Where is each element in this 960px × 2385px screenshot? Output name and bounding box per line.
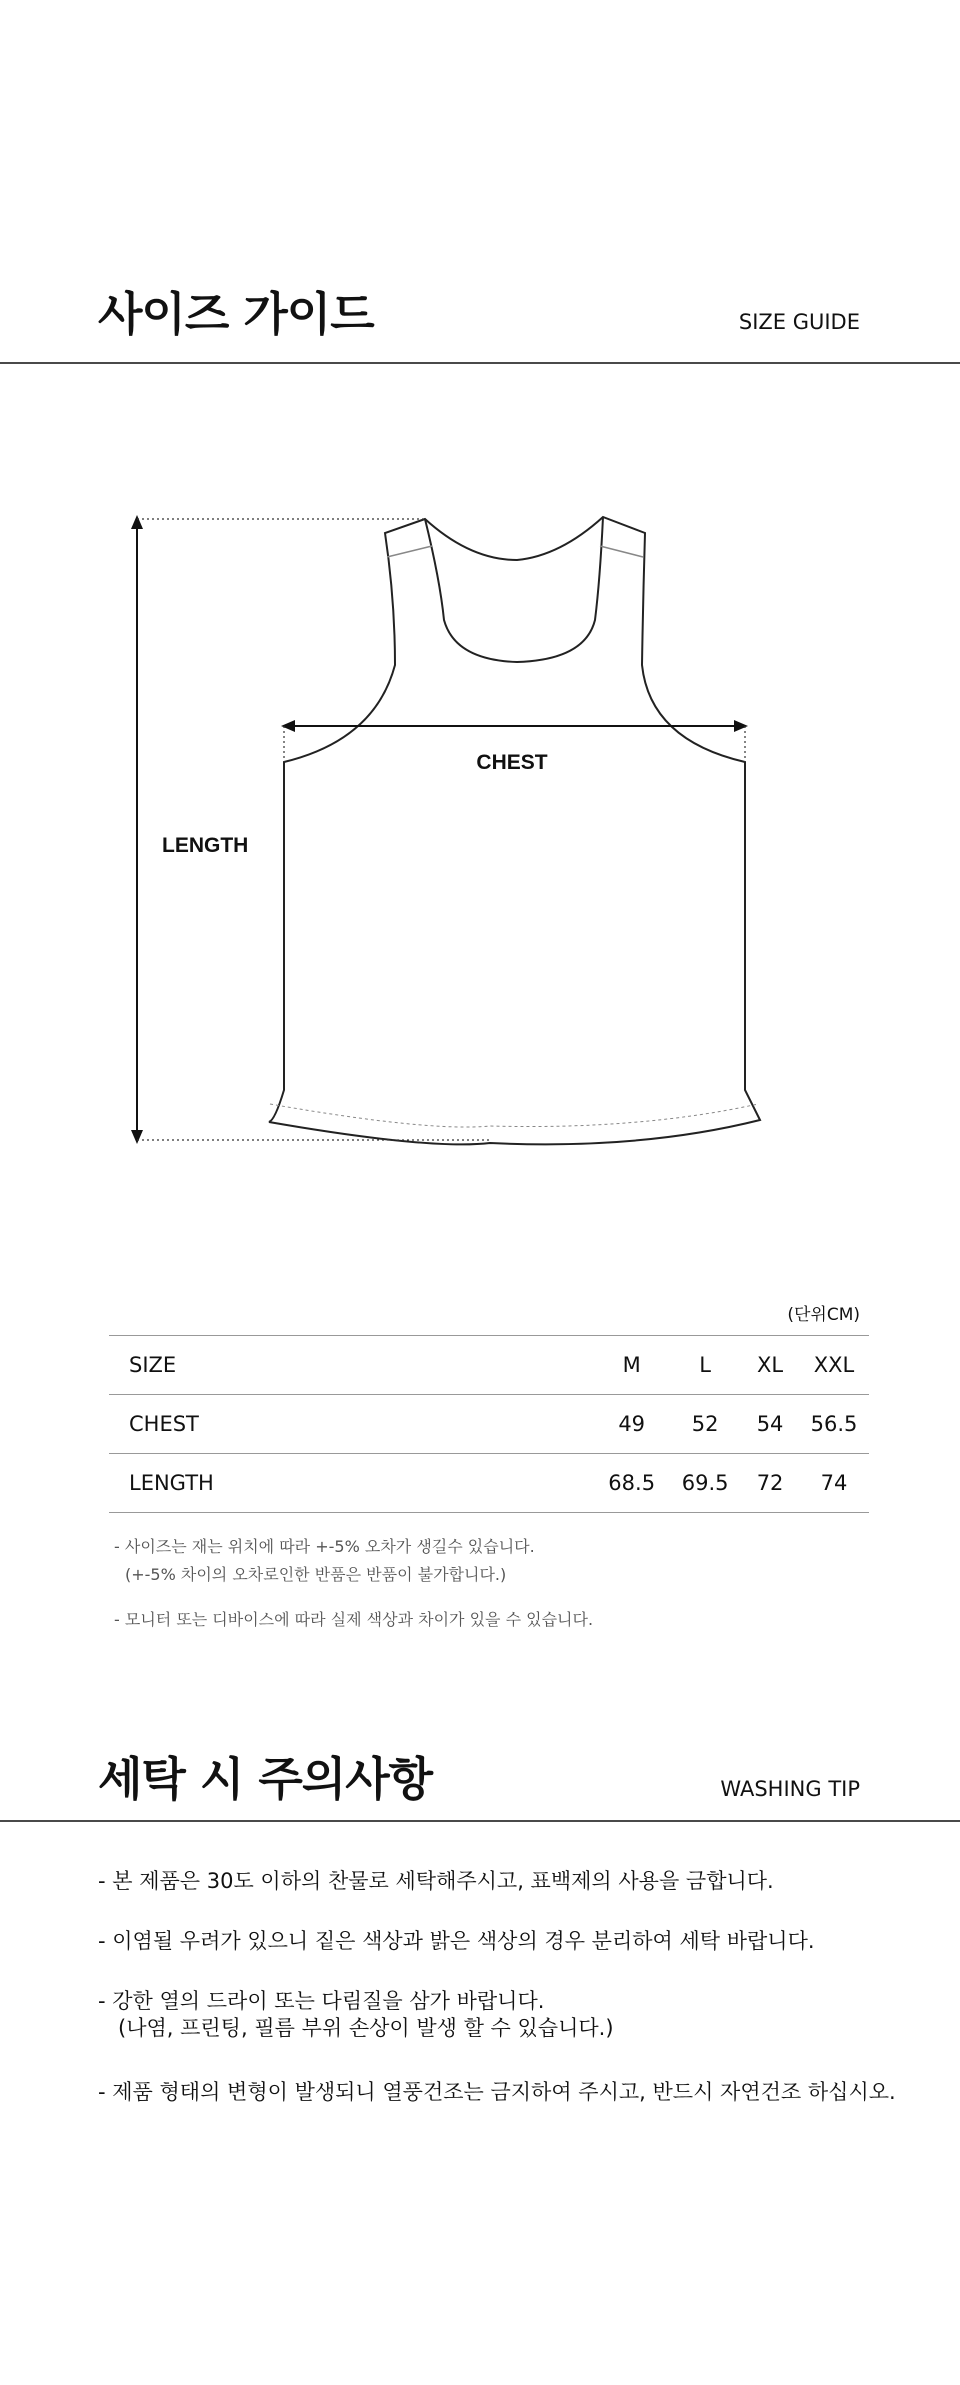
- table-cell: CHEST: [109, 1395, 594, 1454]
- table-cell: 72: [741, 1454, 799, 1513]
- washing-divider: [0, 1820, 960, 1822]
- table-header-xxl: XXL: [799, 1336, 869, 1395]
- washing-tip-4: - 제품 형태의 변형이 발생되니 열풍건조는 금지하여 주시고, 반드시 자연건조 하십시오.: [98, 2080, 896, 2104]
- table-header-row: [109, 1336, 869, 1395]
- chest-label: CHEST: [476, 751, 548, 774]
- table-cell: 74: [799, 1454, 869, 1513]
- length-arrow-top-head: [131, 515, 143, 529]
- unit-label: (단위CM): [787, 1305, 860, 1325]
- size-note-1: - 사이즈는 재는 위치에 따라 +-5% 오차가 생길수 있습니다.: [114, 1537, 535, 1556]
- table-header-xl: XL: [741, 1336, 799, 1395]
- table-cell: LENGTH: [109, 1454, 594, 1513]
- chest-arrow-left-head: [281, 720, 295, 732]
- chest-arrow-right-head: [734, 720, 748, 732]
- length-label: LENGTH: [162, 834, 249, 857]
- table-cell: 68.5: [594, 1454, 669, 1513]
- table-row: [109, 1454, 869, 1513]
- table-header-size: SIZE: [109, 1336, 594, 1395]
- table-cell: 56.5: [799, 1395, 869, 1454]
- table-cell: 54: [741, 1395, 799, 1454]
- washing-tip-3-detail: (나염, 프린팅, 필름 부위 손상이 발생 할 수 있습니다.): [118, 2016, 614, 2040]
- table-header-l: L: [669, 1336, 741, 1395]
- hem-stitching: [270, 1104, 758, 1127]
- table-cell: 69.5: [669, 1454, 741, 1513]
- size-table: [109, 1335, 869, 1513]
- washing-tip-1: - 본 제품은 30도 이하의 찬물로 세탁해주시고, 표백제의 사용을 금합니다.: [98, 1869, 774, 1893]
- tank-top-outline: [269, 517, 760, 1144]
- tank-top-diagram: [0, 480, 960, 1160]
- length-arrow-bottom-head: [131, 1130, 143, 1144]
- table-cell: 49: [594, 1395, 669, 1454]
- size-guide-title: 사이즈 가이드: [98, 287, 374, 341]
- washing-title-en: WASHING TIP: [720, 1777, 860, 1801]
- size-note-2: (+-5% 차이의 오차로인한 반품은 반품이 불가합니다.): [125, 1565, 507, 1584]
- shoulder-seam-right: [600, 546, 643, 557]
- table-cell: 52: [669, 1395, 741, 1454]
- size-guide-divider: [0, 362, 960, 364]
- size-note-3: - 모니터 또는 디바이스에 따라 실제 색상과 차이가 있을 수 있습니다.: [114, 1610, 594, 1629]
- size-guide-title-en: SIZE GUIDE: [738, 310, 860, 334]
- washing-tip-2: - 이염될 우려가 있으니 짙은 색상과 밝은 색상의 경우 분리하여 세탁 바랍니다.: [98, 1929, 815, 1953]
- table-header-m: M: [594, 1336, 669, 1395]
- washing-tip-3: - 강한 열의 드라이 또는 다림질을 삼가 바랍니다.: [98, 1989, 545, 2013]
- washing-title: 세탁 시 주의사항: [98, 1752, 433, 1806]
- table-row: [109, 1395, 869, 1454]
- shoulder-seam-left: [387, 546, 432, 557]
